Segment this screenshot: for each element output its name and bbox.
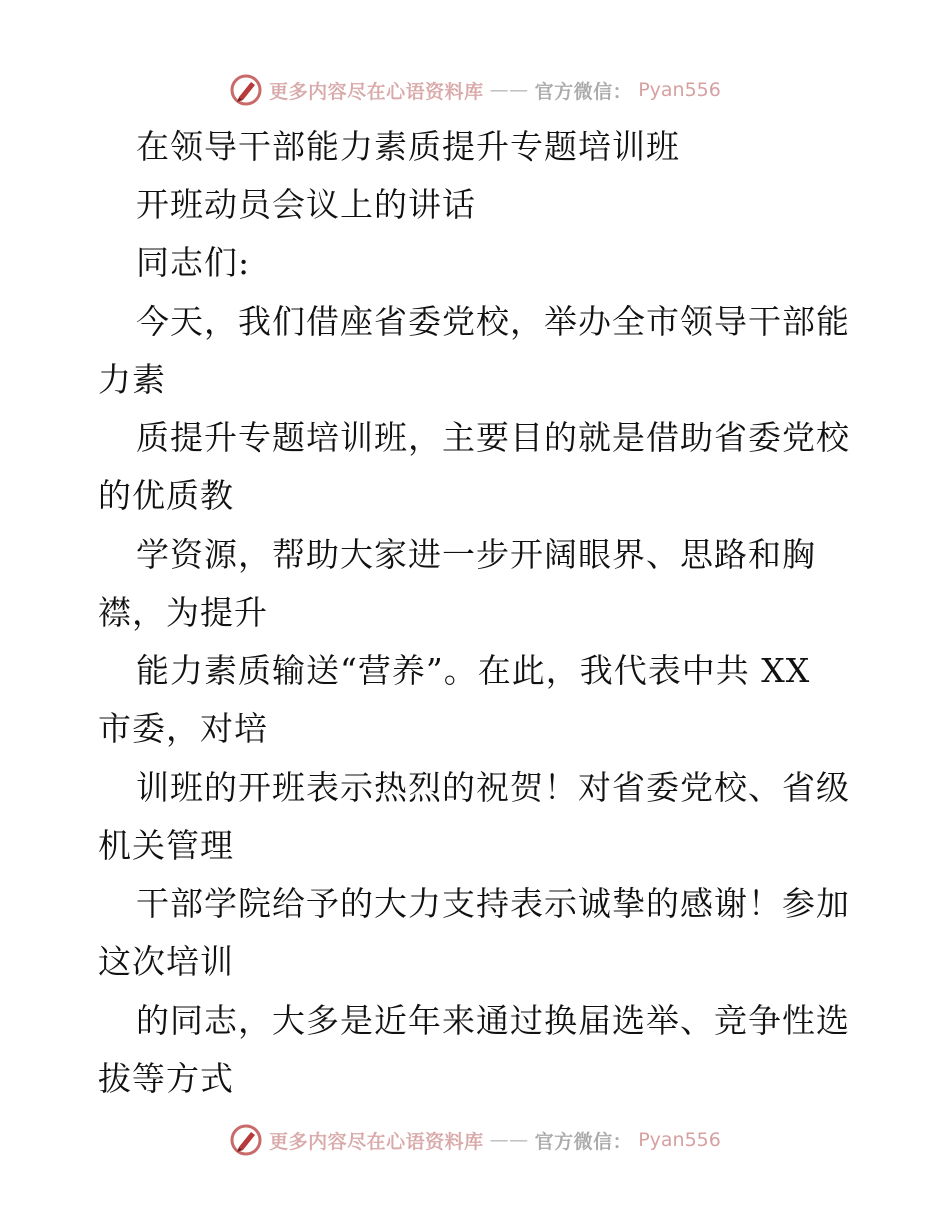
doc-line: 力素 xyxy=(98,360,166,399)
doc-line: 机关管理 xyxy=(98,826,234,865)
doc-line: 同志们: xyxy=(136,243,251,282)
doc-line: 开班动员会议上的讲话 xyxy=(136,185,476,224)
pen-logo-icon xyxy=(229,73,263,107)
doc-line: 干部学院给予的大力支持表示诚挚的感谢！参加 xyxy=(136,884,850,923)
doc-line: 这次培训 xyxy=(98,942,234,981)
watermark-main-text: 更多内容尽在心语资料库 xyxy=(269,80,484,103)
doc-line: 质提升专题培训班，主要目的就是借助省委党校 xyxy=(136,418,850,457)
doc-line: 能力素质输送“营养”。在此，我代表中共 XX xyxy=(136,651,811,690)
watermark-separator: —— xyxy=(489,79,529,101)
watermark-footer xyxy=(0,1120,950,1160)
doc-line: 今天，我们借座省委党校，举办全市领导干部能 xyxy=(136,302,850,341)
doc-line: 拔等方式 xyxy=(98,1059,234,1098)
doc-line: 学资源，帮助大家进一步开阔眼界、思路和胸 xyxy=(136,535,816,574)
doc-line: 在领导干部能力素质提升专题培训班 xyxy=(136,127,680,166)
doc-line: 襟，为提升 xyxy=(98,593,268,632)
watermark-sub-text: 官方微信： xyxy=(534,1130,633,1153)
watermark-header xyxy=(0,70,950,110)
watermark-wechat-id: Pyan556 xyxy=(638,1129,721,1151)
doc-line: 的优质教 xyxy=(98,476,234,515)
doc-line: 市委，对培 xyxy=(98,709,268,748)
watermark-wechat-id: Pyan556 xyxy=(638,79,721,101)
watermark-main-text: 更多内容尽在心语资料库 xyxy=(269,1130,484,1153)
watermark-sub-text: 官方微信： xyxy=(534,80,633,103)
doc-line: 的同志，大多是近年来通过换届选举、竞争性选 xyxy=(136,1001,850,1040)
doc-line: 训班的开班表示热烈的祝贺！对省委党校、省级 xyxy=(136,768,850,807)
pen-logo-icon xyxy=(229,1123,263,1157)
watermark-separator: —— xyxy=(489,1129,529,1151)
